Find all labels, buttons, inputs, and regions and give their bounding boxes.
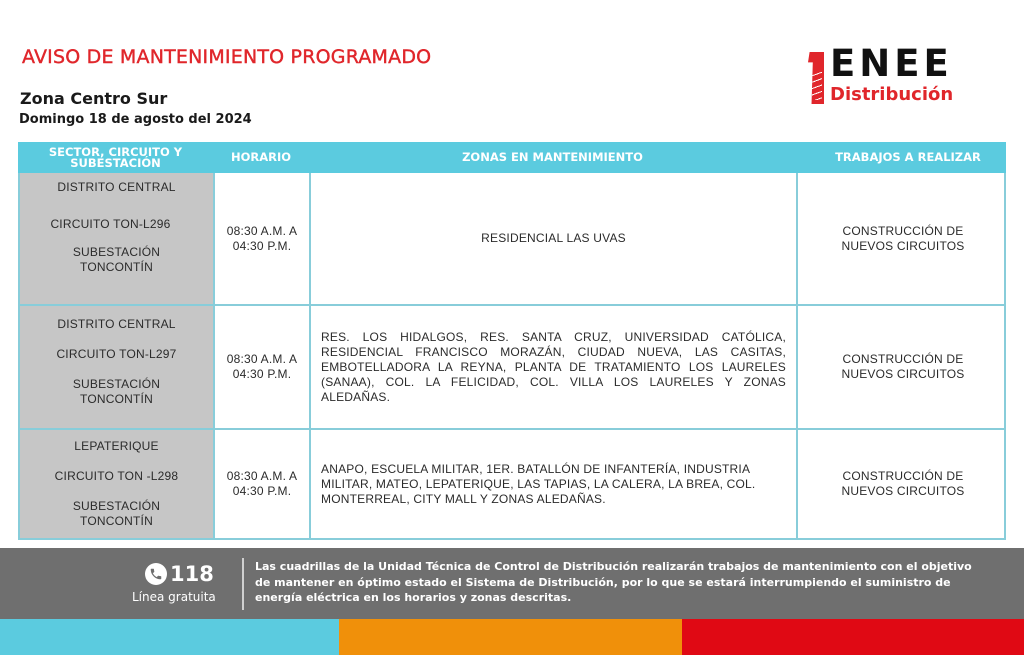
- column-header-sector: SECTOR, CIRCUITO Y SUBESTACIÓN: [48, 144, 183, 170]
- works-line-1: CONSTRUCCIÓN DE: [842, 223, 964, 238]
- circuit-name: CIRCUITO TON -L298: [54, 469, 179, 483]
- table-header: [18, 142, 1006, 173]
- schedule-cell: [215, 173, 311, 304]
- sector-cell: [20, 306, 215, 428]
- color-stripe-red: [682, 619, 1024, 655]
- works-line-1: CONSTRUCCIÓN DE: [842, 352, 964, 366]
- table-row: [18, 430, 1006, 540]
- footer-notice: Las cuadrillas de la Unidad Técnica de Control de Distribución realizarán trabajos de mantenimiento con el objetivo de mantener en óptimo estado el Sistema de Distribución, por lo que se estará interrumpiendo el suministro de energía eléctrica en los horarios y zonas descritas.: [255, 560, 972, 604]
- color-stripe-cyan: [0, 619, 339, 655]
- sector-cell: [20, 430, 215, 538]
- substation-name: TONCONTÍN: [80, 514, 153, 528]
- enee-logo: [808, 42, 988, 108]
- substation-label: SUBESTACIÓN: [72, 245, 161, 259]
- substation-label: SUBESTACIÓN: [72, 499, 161, 513]
- toll-free-phone: [145, 562, 214, 586]
- sector-name: DISTRITO CENTRAL: [57, 317, 176, 331]
- schedule-start: 08:30 A.M. A: [226, 352, 298, 366]
- page-title: AVISO DE MANTENIMIENTO PROGRAMADO: [22, 46, 432, 68]
- works-cell: [798, 430, 1008, 538]
- phone-number: 118: [170, 562, 214, 586]
- works-cell: [798, 173, 1008, 304]
- works-cell: [798, 306, 1008, 428]
- sector-cell: [20, 173, 215, 304]
- zones-cell: [311, 430, 798, 538]
- schedule-cell: [215, 430, 311, 538]
- sector-name: DISTRITO CENTRAL: [57, 180, 176, 194]
- zones-text: RES. LOS HIDALGOS, RES. SANTA CRUZ, UNIVERSIDAD CATÓLICA, RESIDENCIAL FRANCISCO MORAZÁN, CIUDAD NUEVA, LAS CASITAS, EMBOTELLADORA LA REYNA, PLANTA DE TRATAMIENTO LOS LAURELES (SANAA), COL. LA FELICIDAD, COL. VILLA LOS LAURELES Y ZONAS ALEDAÑAS.: [321, 329, 786, 404]
- schedule-end: 04:30 P.M.: [232, 484, 292, 498]
- table-row: [18, 173, 1006, 306]
- zone-name: Zona Centro Sur: [20, 89, 168, 108]
- phone-label: Línea gratuita: [132, 590, 216, 604]
- column-header-works: TRABAJOS A REALIZAR: [835, 150, 981, 164]
- zones-cell: [311, 306, 798, 428]
- circuit-name: CIRCUITO TON-L296: [50, 217, 171, 231]
- logo-brand: ENEE: [830, 42, 953, 85]
- works-line-1: CONSTRUCCIÓN DE: [842, 469, 964, 483]
- table-row: [18, 306, 1006, 430]
- works-line-2: NUEVOS CIRCUITOS: [841, 238, 965, 253]
- column-header-zones: ZONAS EN MANTENIMIENTO: [462, 150, 643, 164]
- substation-label: SUBESTACIÓN: [72, 377, 161, 391]
- footer-info-bar: [0, 548, 1024, 619]
- substation-name: TONCONTÍN: [80, 392, 153, 406]
- schedule-start: 08:30 A.M. A: [226, 223, 298, 238]
- sector-name: LEPATERIQUE: [74, 439, 159, 453]
- logo-subtitle: Distribución: [830, 84, 954, 105]
- circuit-name: CIRCUITO TON-L297: [56, 347, 177, 361]
- logo-mark-icon: [808, 52, 824, 104]
- zones-text: RESIDENCIAL LAS UVAS: [481, 231, 626, 245]
- schedule-end: 04:30 P.M.: [232, 238, 292, 253]
- works-line-2: NUEVOS CIRCUITOS: [841, 484, 965, 498]
- maintenance-date: Domingo 18 de agosto del 2024: [19, 112, 252, 127]
- works-line-2: NUEVOS CIRCUITOS: [841, 367, 965, 381]
- schedule-end: 04:30 P.M.: [232, 367, 292, 381]
- phone-icon: [145, 563, 167, 585]
- zones-cell: [311, 173, 798, 304]
- column-header-schedule: HORARIO: [230, 150, 292, 164]
- substation-name: TONCONTÍN: [80, 260, 153, 274]
- schedule-start: 08:30 A.M. A: [226, 469, 298, 483]
- footer-divider: [242, 558, 244, 610]
- zones-text: ANAPO, ESCUELA MILITAR, 1ER. BATALLÓN DE INFANTERÍA, INDUSTRIA MILITAR, MATEO, LEPATERIQUE, LAS TAPIAS, LA CALERA, LA BREA, COL. MONTERREAL, CITY MALL Y ZONAS ALEDAÑAS.: [321, 461, 756, 506]
- maintenance-table: [18, 142, 1006, 540]
- color-stripe-orange: [339, 619, 682, 655]
- schedule-cell: [215, 306, 311, 428]
